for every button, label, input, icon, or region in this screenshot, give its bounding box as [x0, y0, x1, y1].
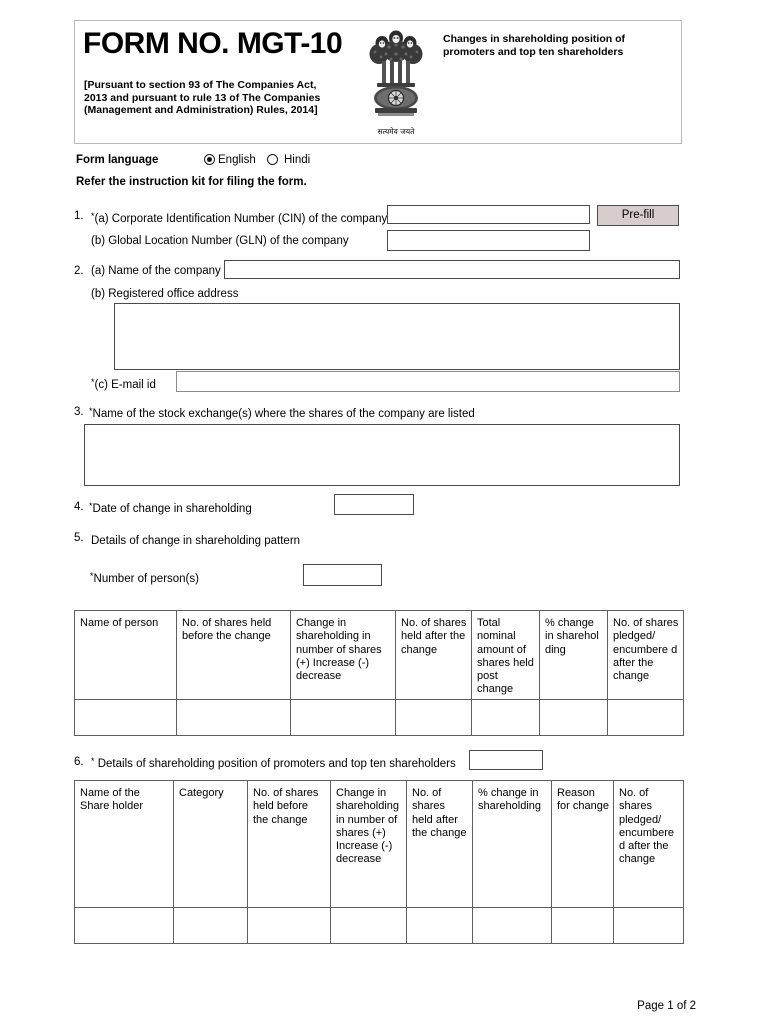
- radio-english-label: English: [218, 154, 256, 166]
- q1b-label: (b) Global Location Number (GLN) of the company: [91, 235, 349, 247]
- th-name-of-shareholder: Name of the Share holder: [75, 781, 174, 908]
- radio-hindi-label: Hindi: [284, 154, 311, 166]
- th-reason-for-change: Reason for change: [552, 781, 614, 908]
- th-shares-after-change: No. of shares held after the change: [396, 611, 472, 700]
- q2a-label: (a) Name of the company: [91, 265, 221, 277]
- q6-number: 6.: [74, 756, 84, 768]
- cell-shares-pledged[interactable]: [608, 699, 684, 735]
- cell-change-in-shareholding[interactable]: [331, 908, 407, 944]
- q3-number: 3.: [74, 406, 84, 418]
- q4-number: 4.: [74, 501, 84, 513]
- th-shares-after-change: No. of shares held after the change: [407, 781, 473, 908]
- q2c-label-text: (c) E-mail id: [94, 379, 156, 391]
- th-percent-change: % change in sharehol ding: [540, 611, 608, 700]
- th-shares-pledged: No. of shares pledged/ encumbered after the change: [614, 781, 684, 908]
- q1-number: 1.: [74, 210, 84, 222]
- th-category: Category: [174, 781, 248, 908]
- instruction-kit-text: Refer the instruction kit for filing the form.: [76, 176, 307, 188]
- th-change-in-shareholding: Change in shareholding in number of shares (+) Increase (-) decrease: [331, 781, 407, 908]
- cell-shares-after-change[interactable]: [407, 908, 473, 944]
- radio-english[interactable]: [204, 154, 215, 165]
- q2-number: 2.: [74, 265, 84, 277]
- q6-label-text: Details of shareholding position of promoters and top ten shareholders: [97, 758, 456, 770]
- table-header-row: [75, 781, 684, 908]
- date-of-change-input[interactable]: [334, 494, 414, 515]
- q1a-label: *(a) Corporate Identification Number (CIN) of the company: [91, 211, 388, 225]
- th-shares-pledged: No. of shares pledged/ encumbere d after the change: [608, 611, 684, 700]
- page-number-footer: Page 1 of 2: [637, 1000, 696, 1012]
- cell-shares-before-change[interactable]: [248, 908, 331, 944]
- cell-total-nominal-amount[interactable]: [472, 699, 540, 735]
- q5-label: Details of change in shareholding pattern: [91, 535, 301, 547]
- cell-shares-pledged[interactable]: [614, 908, 684, 944]
- q1a-label-text: (a) Corporate Identification Number (CIN) of the company: [94, 213, 388, 225]
- th-total-nominal-amount: Total nominal amount of shares held post change: [472, 611, 540, 700]
- cell-change-in-shareholding[interactable]: [291, 699, 396, 735]
- cell-name-of-shareholder[interactable]: [75, 908, 174, 944]
- table-shareholding-position: [74, 780, 684, 944]
- cin-input[interactable]: [387, 205, 590, 224]
- th-shares-before-change: No. of shares held before the change: [248, 781, 331, 908]
- table-row: [75, 699, 684, 735]
- stock-exchange-input[interactable]: [84, 424, 680, 486]
- number-of-persons-label: *Number of person(s): [90, 571, 199, 585]
- radio-hindi[interactable]: [267, 154, 278, 165]
- th-change-in-shareholding: Change in shareholding in number of shares (+) Increase (-) decrease: [291, 611, 396, 700]
- cell-reason-for-change[interactable]: [552, 908, 614, 944]
- form-subject-description: Changes in shareholding position of promoters and top ten shareholders: [443, 33, 626, 58]
- q4-label: *Date of change in shareholding: [89, 501, 252, 515]
- gln-input[interactable]: [387, 230, 590, 251]
- q3-label-text: Name of the stock exchange(s) where the shares of the company are listed: [92, 408, 475, 420]
- page-title: FORM NO. MGT-10: [83, 27, 343, 60]
- table-change-in-shareholding-pattern: [74, 610, 684, 736]
- th-percent-change-in-shareholding: % change in shareholding: [473, 781, 552, 908]
- cell-category[interactable]: [174, 908, 248, 944]
- cell-percent-change[interactable]: [540, 699, 608, 735]
- prefill-button[interactable]: Pre-fill: [597, 205, 679, 226]
- q5-number: 5.: [74, 532, 84, 544]
- q6-label: * Details of shareholding position of promoters and top ten shareholders: [91, 756, 456, 770]
- company-name-input[interactable]: [224, 260, 680, 279]
- th-shares-before-change: No. of shares held before the change: [177, 611, 291, 700]
- table-header-row: [75, 611, 684, 700]
- number-of-persons-input[interactable]: [303, 564, 382, 586]
- number-of-persons-label-text: Number of person(s): [93, 573, 199, 585]
- pursuant-text: [Pursuant to section 93 of The Companies Act, 2013 and pursuant to rule 13 of The Companies (Management and Administration) Rules, 2014]: [84, 79, 321, 117]
- form-header-box: [74, 20, 682, 144]
- form-language-label: Form language: [76, 154, 159, 166]
- shareholding-position-count-input[interactable]: [469, 750, 543, 770]
- cell-name-of-person[interactable]: [75, 699, 177, 735]
- q2b-label: (b) Registered office address: [91, 288, 239, 300]
- india-state-emblem-icon: [358, 26, 434, 142]
- q3-label: *Name of the stock exchange(s) where the shares of the company are listed: [89, 406, 475, 420]
- emblem-motto: सत्यमेव जयते: [377, 127, 415, 136]
- th-name-of-person: Name of person: [75, 611, 177, 700]
- cell-percent-change-in-shareholding[interactable]: [473, 908, 552, 944]
- cell-shares-after-change[interactable]: [396, 699, 472, 735]
- email-input[interactable]: [176, 371, 680, 392]
- table-row: [75, 908, 684, 944]
- registered-office-address-input[interactable]: [114, 303, 680, 370]
- q4-label-text: Date of change in shareholding: [92, 503, 252, 515]
- q2c-label: *(c) E-mail id: [91, 377, 156, 391]
- cell-shares-before-change[interactable]: [177, 699, 291, 735]
